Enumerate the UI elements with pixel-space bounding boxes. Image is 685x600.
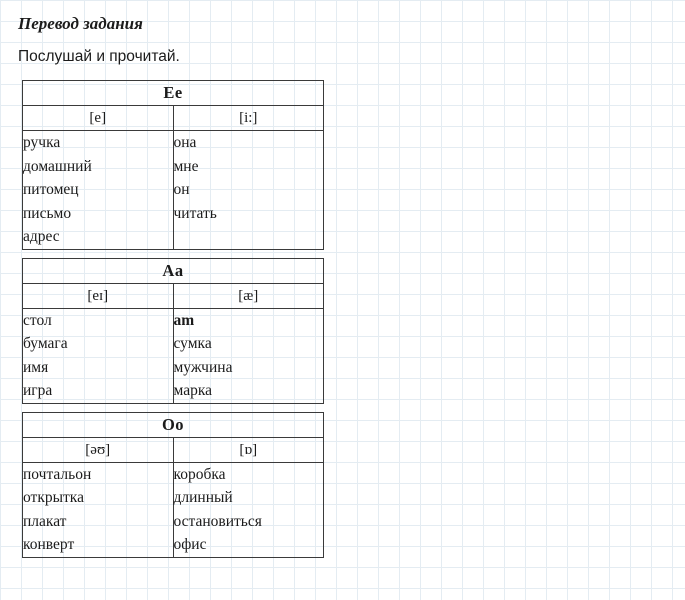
phoneme-label: [æ] bbox=[173, 283, 324, 308]
word-item: плакат bbox=[23, 512, 67, 530]
word-list bbox=[23, 308, 174, 403]
word-item: он bbox=[173, 181, 190, 198]
table-row-phonemes bbox=[23, 283, 324, 308]
word-item: коробка bbox=[173, 465, 226, 483]
letter-heading: Oo bbox=[23, 412, 324, 437]
word-item: бумага bbox=[23, 335, 68, 352]
word-item: игра bbox=[23, 382, 53, 399]
phoneme-label: [e] bbox=[23, 106, 174, 131]
word-item: домашний bbox=[23, 157, 92, 175]
word-list bbox=[23, 131, 174, 250]
word-item: мне bbox=[173, 157, 199, 175]
phoneme-label: [eɪ] bbox=[23, 283, 174, 308]
word-item: мужчина bbox=[173, 358, 233, 376]
table-row-words bbox=[23, 131, 324, 250]
word-item: офис bbox=[173, 536, 207, 553]
word-list bbox=[173, 308, 324, 403]
table-row-words bbox=[23, 308, 324, 403]
word-item: длинный bbox=[173, 489, 233, 506]
page-title: Перевод задания bbox=[18, 14, 143, 33]
table-row-phonemes bbox=[23, 106, 324, 131]
word-item: ручка bbox=[23, 134, 61, 151]
vowel-table bbox=[22, 258, 324, 404]
table-row-letter bbox=[23, 412, 324, 437]
table-row-letter bbox=[23, 81, 324, 106]
word-item: конверт bbox=[23, 536, 75, 553]
word-item: открытка bbox=[23, 489, 84, 506]
word-item: адрес bbox=[23, 228, 60, 245]
word-item: марка bbox=[173, 382, 213, 399]
word-item: она bbox=[173, 134, 197, 151]
phoneme-label: [ɒ] bbox=[173, 437, 324, 462]
word-item: почтальон bbox=[23, 465, 92, 483]
word-item: имя bbox=[23, 358, 49, 376]
phoneme-label: [əʊ] bbox=[23, 437, 174, 462]
word-item: остановиться bbox=[173, 512, 262, 530]
vowel-tables-container bbox=[22, 80, 324, 566]
word-item: питомец bbox=[23, 181, 79, 198]
word-item: стол bbox=[23, 311, 52, 329]
word-item: am bbox=[173, 311, 195, 329]
word-item: сумка bbox=[173, 335, 212, 352]
word-item: читать bbox=[173, 204, 217, 222]
task-instruction: Послушай и прочитай. bbox=[18, 48, 180, 65]
phoneme-label: [i:] bbox=[173, 106, 324, 131]
word-list bbox=[173, 462, 324, 557]
letter-heading: Aa bbox=[23, 258, 324, 283]
table-row-letter bbox=[23, 258, 324, 283]
table-row-words bbox=[23, 462, 324, 557]
table-row-phonemes bbox=[23, 437, 324, 462]
vowel-table bbox=[22, 80, 324, 250]
word-item: письмо bbox=[23, 204, 72, 222]
word-list bbox=[173, 131, 324, 250]
vowel-table bbox=[22, 412, 324, 558]
word-list bbox=[23, 462, 174, 557]
letter-heading: Ee bbox=[23, 81, 324, 106]
